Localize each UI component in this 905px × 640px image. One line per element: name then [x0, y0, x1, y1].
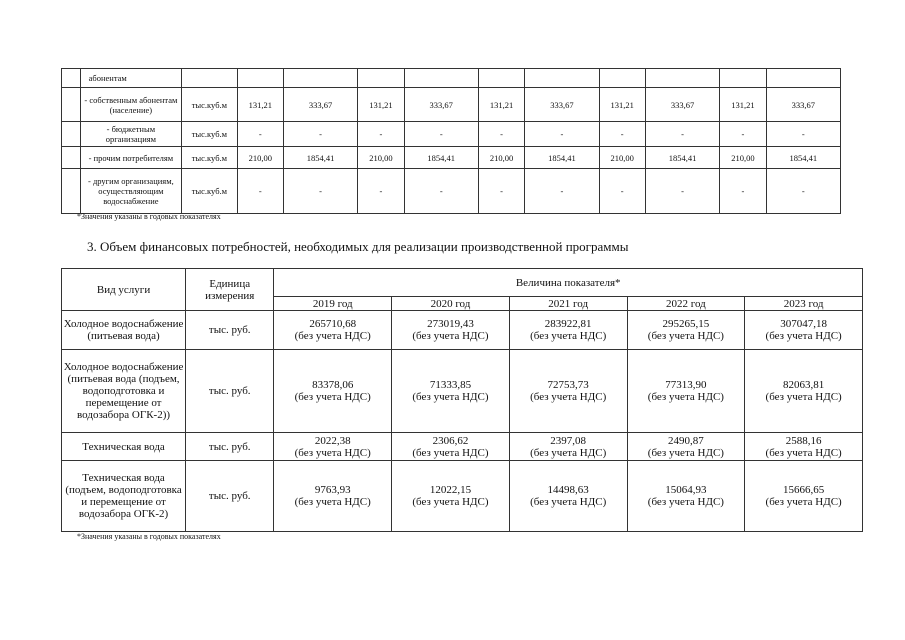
service-name: Холодное водоснабжение (питьевая вода (подъем, водоподготовка и перемещение от водозабора ОГК-2)) — [62, 350, 186, 433]
header-row — [62, 269, 863, 297]
value-cell: 12022,15 (без учета НДС) — [392, 461, 510, 532]
section-title: 3. Объем финансовых потребностей, необходимых для реализации производственной программы — [87, 239, 629, 254]
value-cell: 2490,87 (без учета НДС) — [627, 433, 745, 461]
table-row: - другим организациям, осуществляющим водоснабжение тыс.куб.м - - - - - - - - - - — [62, 169, 841, 214]
value-cell: 283922,81 (без учета НДС) — [509, 311, 627, 350]
value-cell: 71333,85 (без учета НДС) — [392, 350, 510, 433]
table-row — [62, 461, 863, 532]
unit-cell: тыс. руб. — [186, 461, 274, 532]
value-cell: 2306,62 (без учета НДС) — [392, 433, 510, 461]
table-row: - прочим потребителям тыс.куб.м 210,00 1854,41 210,00 1854,41 210,00 1854,41 210,00 1854,41 210,00 1854,41 — [62, 147, 841, 169]
value-cell: 2588,16 (без учета НДС) — [745, 433, 863, 461]
header-year: 2019 год — [274, 297, 392, 311]
unit-cell: тыс. руб. — [186, 311, 274, 350]
row-label: - собственным абонентам (население) — [80, 88, 182, 122]
footnote: *Значения указаны в годовых показателях — [77, 212, 221, 221]
value-cell: 9763,93 (без учета НДС) — [274, 461, 392, 532]
value-cell: 82063,81 (без учета НДС) — [745, 350, 863, 433]
value-cell: 15666,65 (без учета НДС) — [745, 461, 863, 532]
service-name: Техническая вода — [62, 433, 186, 461]
row-label: - бюджетным организациям — [80, 122, 182, 147]
header-unit: Единица измерения — [186, 269, 274, 311]
value-cell: 295265,15 (без учета НДС) — [627, 311, 745, 350]
value-cell: 77313,90 (без учета НДС) — [627, 350, 745, 433]
unit-cell: тыс. руб. — [186, 350, 274, 433]
value-cell: 2022,38 (без учета НДС) — [274, 433, 392, 461]
table-row: - бюджетным организациям тыс.куб.м - - - - - - - - - - — [62, 122, 841, 147]
table-row — [62, 69, 841, 88]
header-year: 2023 год — [745, 297, 863, 311]
value-cell: 2397,08 (без учета НДС) — [509, 433, 627, 461]
row-label: - другим организациям, осуществляющим водоснабжение — [80, 169, 182, 214]
value-cell: 15064,93 (без учета НДС) — [627, 461, 745, 532]
value-cell: 265710,68 (без учета НДС) — [274, 311, 392, 350]
table-row — [62, 433, 863, 461]
header-year: 2020 год — [392, 297, 510, 311]
table-row — [62, 350, 863, 433]
value-cell: 14498,63 (без учета НДС) — [509, 461, 627, 532]
table-row — [62, 311, 863, 350]
footnote: *Значения указаны в годовых показателях — [77, 532, 221, 541]
row-label: абонентам — [80, 69, 182, 88]
value-cell: 307047,18 (без учета НДС) — [745, 311, 863, 350]
table-row: - собственным абонентам (население) тыс.куб.м 131,21 333,67 131,21 333,67 131,21 333,67 131,21 333,67 131,21 333,67 — [62, 88, 841, 122]
value-cell: 83378,06 (без учета НДС) — [274, 350, 392, 433]
header-year: 2022 год — [627, 297, 745, 311]
header-indicator: Величина показателя* — [274, 269, 863, 297]
value-cell: 273019,43 (без учета НДС) — [392, 311, 510, 350]
service-name: Техническая вода (подъем, водоподготовка и перемещение от водозабора ОГК-2) — [62, 461, 186, 532]
financial-needs-table — [61, 268, 863, 532]
value-cell: 72753,73 (без учета НДС) — [509, 350, 627, 433]
header-year: 2021 год — [509, 297, 627, 311]
header-service: Вид услуги — [62, 269, 186, 311]
service-name: Холодное водоснабжение (питьевая вода) — [62, 311, 186, 350]
row-label: - прочим потребителям — [80, 147, 182, 169]
volume-table — [61, 68, 841, 214]
unit-cell: тыс. руб. — [186, 433, 274, 461]
